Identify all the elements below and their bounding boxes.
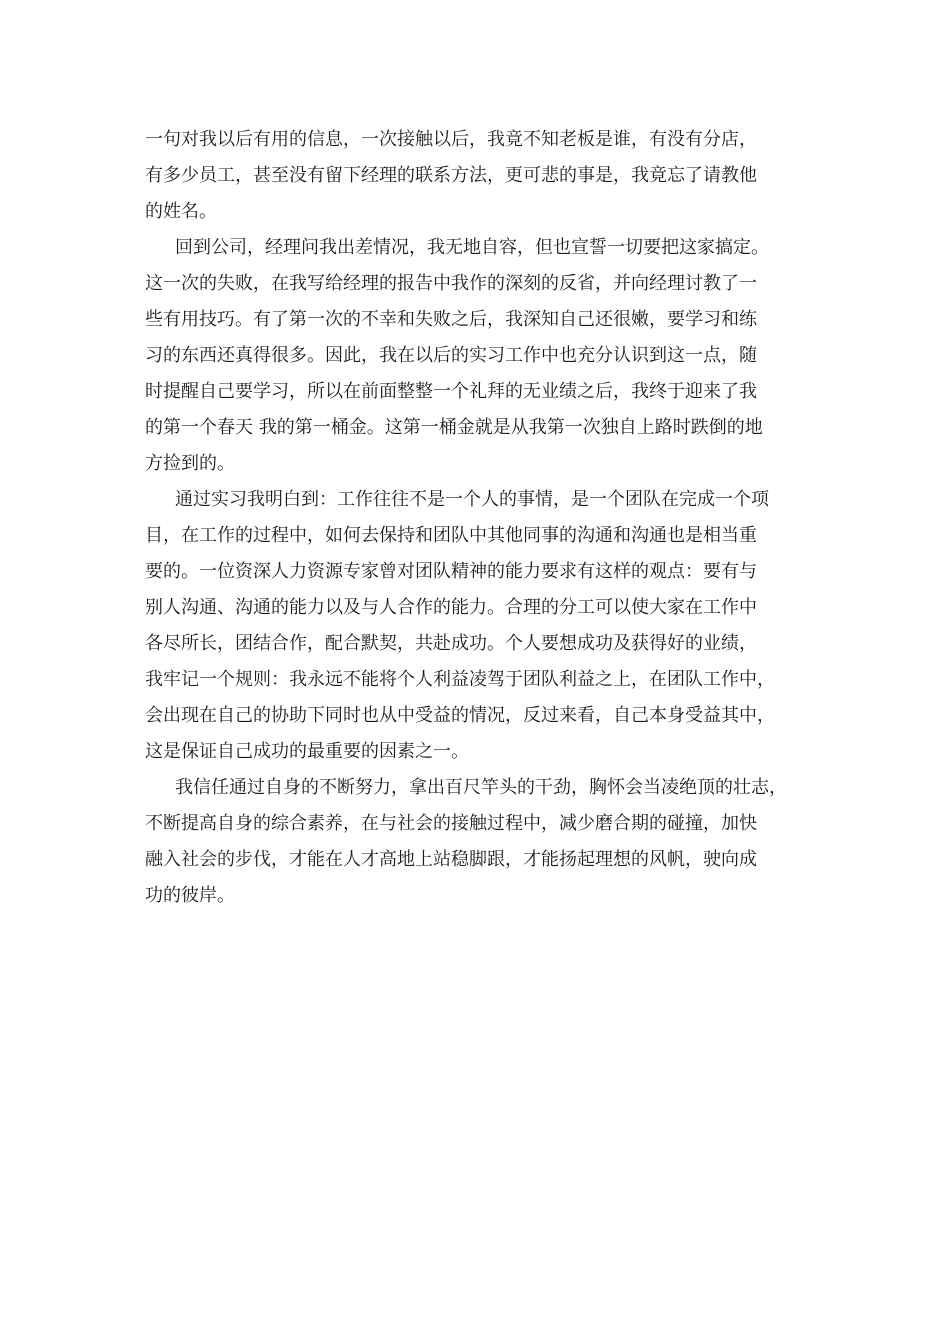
text-line: 我牢记一个规则：我永远不能将个人利益凌驾于团队利益之上，在团队工作中， xyxy=(145,669,775,690)
document-body xyxy=(145,122,835,914)
text-line: 通过实习我明白到：工作往往不是一个人的事情，是一个团队在完成一个项 xyxy=(175,489,769,510)
text-line: 些有用技巧。有了第一次的不幸和失败之后，我深知自己还很嫩，要学习和练 xyxy=(145,309,757,330)
text-line: 这是保证自己成功的最重要的因素之一。 xyxy=(145,741,469,762)
text-line: 目，在工作的过程中，如何去保持和团队中其他同事的沟通和沟通也是相当重 xyxy=(145,525,757,546)
text-line: 的姓名。 xyxy=(145,201,217,222)
paragraph-3 xyxy=(145,482,835,770)
text-line: 融入社会的步伐，才能在人才高地上站稳脚跟，才能扬起理想的风帆，驶向成 xyxy=(145,849,757,870)
text-line: 一句对我以后有用的信息，一次接触以后，我竟不知老板是谁，有没有分店， xyxy=(145,129,757,150)
text-line: 会出现在自己的协助下同时也从中受益的情况，反过来看，自己本身受益其中， xyxy=(145,705,775,726)
text-line: 别人沟通、沟通的能力以及与人合作的能力。合理的分工可以使大家在工作中 xyxy=(145,597,757,618)
text-line: 这一次的失败，在我写给经理的报告中我作的深刻的反省，并向经理讨教了一 xyxy=(145,273,757,294)
paragraph-4 xyxy=(145,770,835,914)
text-line: 有多少员工，甚至没有留下经理的联系方法，更可悲的事是，我竟忘了请教他 xyxy=(145,165,757,186)
text-line: 要的。一位资深人力资源专家曾对团队精神的能力要求有这样的观点：要有与 xyxy=(145,561,757,582)
text-line: 方捡到的。 xyxy=(145,453,235,474)
text-line: 功的彼岸。 xyxy=(145,885,235,906)
text-line: 的第一个春天 我的第一桶金。这第一桶金就是从我第一次独自上路时跌倒的地 xyxy=(145,417,763,438)
text-line: 时提醒自己要学习，所以在前面整整一个礼拜的无业绩之后，我终于迎来了我 xyxy=(145,381,757,402)
text-line: 不断提高自身的综合素养，在与社会的接触过程中，减少磨合期的碰撞，加快 xyxy=(145,813,757,834)
text-line: 回到公司，经理问我出差情况，我无地自容，但也宣誓一切要把这家搞定。 xyxy=(175,237,769,258)
paragraph-2 xyxy=(145,230,835,482)
text-line: 习的东西还真得很多。因此，我在以后的实习工作中也充分认识到这一点，随 xyxy=(145,345,757,366)
text-line: 各尽所长，团结合作，配合默契，共赴成功。个人要想成功及获得好的业绩， xyxy=(145,633,757,654)
text-line: 我信任通过自身的不断努力，拿出百尺竿头的干劲，胸怀会当凌绝顶的壮志， xyxy=(175,777,787,798)
paragraph-1 xyxy=(145,122,835,230)
